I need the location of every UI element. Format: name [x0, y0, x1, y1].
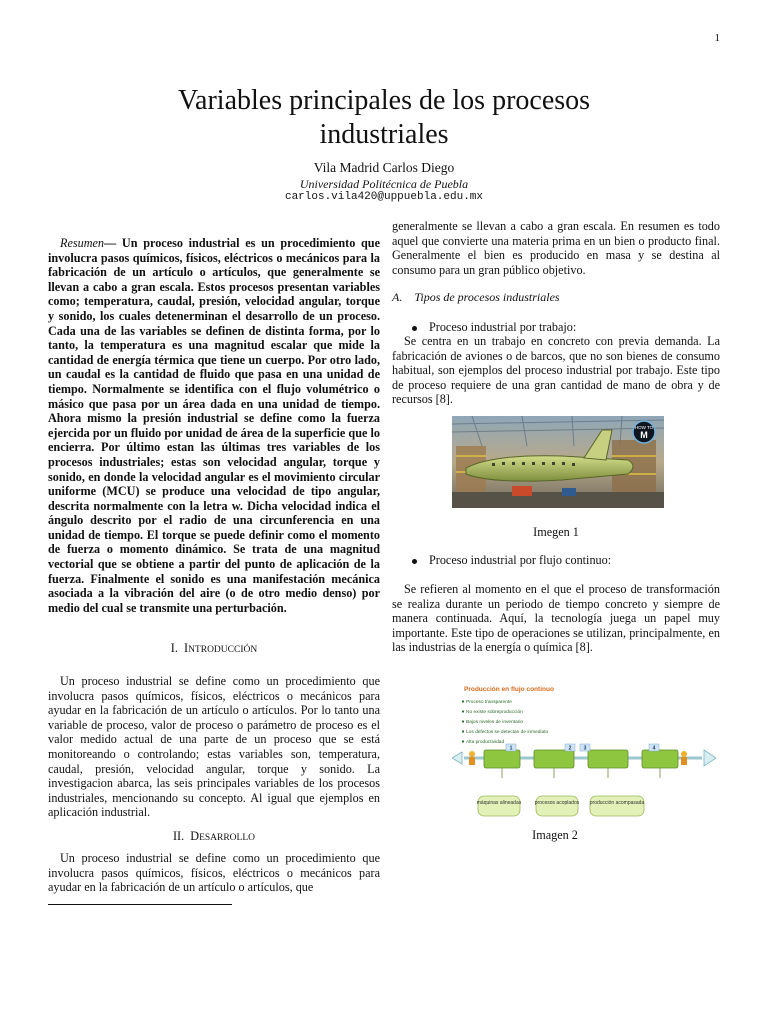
- diagram-bullet: Proceso transparente: [466, 700, 512, 705]
- step-number: 3: [583, 745, 587, 752]
- trabajo-paragraph: Se centra en un trabajo en concreto con previa demanda. La fabricación de aviones o de barcos, que no son bienes de consumo habitual, son ejemplos del proceso industrial por trabajo. Este tipo de proceso requiere de una gran cantidad de mano de obra y de recursos [8].: [392, 334, 720, 407]
- diagram-bullet: Bajos niveles de inventario: [466, 720, 524, 725]
- diagram-label: procesos acoplados: [534, 800, 580, 806]
- worker-icon: [469, 751, 475, 765]
- flow-in-arrow-icon: [452, 752, 462, 764]
- abstract-text: Un proceso industrial es un procedimiento que involucra pasos químicos, físicos, eléctricos o mecánicos para la fabricación de un artículo o artículos, que generalmente se llevan a cabo a gran escala. Estos procesos presentan variables como; temperatura, caudal, presión, velocidad angular, torque y sonido, los cuales detenerminan el desarrollo de un proceso. Cada una de las variables se definen de distinta forma, por lo tanto, la temperatura es una magnitud escalar que mide la cantidad de energía térmica que tiene un cuerpo. Por otro lado, un caudal es la cantidad de fluido que pasa en una unidad de tiempo. Normalmente se identifica con el flujo volumétrico o másico que pasa por un área dada en una unidad de tiempo. Ahora mismo la presión industrial se define como la fuerza ejercida por un fluido por unidad de área de la superficie que lo encierra. Por último estan las últimas tres variables de los procesos industriales; estas son velocidad angular, torque y sonido, en donde la velocidad angular es el movimiento circular uniforme (MCU) se produce una velocidad de tipo angular, descrita normalmente con la letra w. Dicha velocidad indica el ángulo descrito por el radio de una circunferencia en una unidad de tiempo. El torque se puede definir como el momento de fuerza o momento dinámico. Se trata de una magnitud vectorial que se obtiene a partir del punto de aplicación de la fuerza. Finalmente el sonido es una manifestación mecánica asociada a la vibración del aire (o de otro medio denso) por medio del cual se transmite una perturbación.: [48, 236, 380, 615]
- author-name: Vila Madrid Carlos Diego: [313, 160, 455, 175]
- diagram-bullet: Alta productividad: [466, 740, 505, 745]
- bullet-trabajo: [412, 320, 576, 335]
- caption-image-1: Imegen 1: [533, 525, 579, 539]
- title-line-1: Variables principales de los procesos: [177, 85, 591, 116]
- intro-paragraph: Un proceso industrial se define como un procedimiento que involucra pasos químicos, físicos, eléctricos o mecánicos para ayudar en la fabricación de un artículo o artículos. Por lo tanto una variable de proceso, valor de proceso o parámetro de proceso es el valor medido actual de una parte de un proceso que se está monitoreando o controlando; estas variables son, temperatura, caudal, presión, velocidad angular, torque y sonido. La investigacion abarca, las seis principales variables de los procesos industriales, mencionando su concepto. Al igual que ejemplos en aplicación industrial.: [48, 674, 380, 820]
- subsection-heading-a: [392, 290, 560, 305]
- bullet-text: Proceso industrial por trabajo:: [429, 320, 577, 334]
- diagram-label: máquinas alineadas: [476, 800, 522, 806]
- author-affiliation: Universidad Politécnica de Puebla: [299, 177, 469, 191]
- machine-icon: [534, 750, 574, 768]
- machine-icon: [588, 750, 628, 768]
- flow-out-arrow-icon: [704, 750, 716, 766]
- caption-image-2: Imagen 2: [532, 828, 578, 842]
- bullet-dot-icon: [412, 559, 417, 564]
- page-number: 1: [714, 32, 720, 44]
- continuous-flow-illustration: [452, 684, 716, 820]
- diagram-title: Producción en flujo continuo: [464, 686, 554, 693]
- aircraft-factory-illustration: [452, 416, 664, 508]
- diagram-bullet: No existe sobreproducción: [466, 710, 523, 715]
- section-rest: NTRODUCCIÓN: [188, 645, 258, 655]
- flujo-continuo-paragraph: Se refieren al momento en el que el proceso de transformación se realiza durante un periodo de tiempo concreto y siempre de manera continuada. Aquí, la tecnología juega un papel muy importante. Este tipo de operaciones se utilizan, principalmente, en las industrias de la energía o química [8].: [392, 582, 720, 655]
- section-rest: ESARROLLO: [199, 833, 256, 843]
- section-heading-desarrollo: [48, 829, 380, 844]
- badge-letter-text: M: [640, 430, 648, 440]
- section-first-letter: I: [184, 641, 189, 655]
- paper-title: [0, 84, 768, 152]
- bullet-flujo-continuo: [412, 553, 611, 568]
- author-email: carlos.vila420@uppuebla.edu.mx: [284, 191, 484, 203]
- step-number: 1: [509, 745, 513, 752]
- diagram-label: producción acompasada: [589, 800, 645, 806]
- abstract-label: Resumen: [60, 236, 104, 250]
- section-numeral: II.: [172, 829, 185, 843]
- bullet-text: Proceso industrial por flujo continuo:: [429, 553, 612, 567]
- footnote-rule: [48, 904, 232, 905]
- section-heading-introduccion: [48, 641, 380, 656]
- bullet-dot-icon: [412, 326, 417, 331]
- abstract-dash: —: [104, 236, 117, 250]
- desarrollo-paragraph: Un proceso industrial se define como un procedimiento que involucra pasos químicos, físicos, eléctricos o mecánicos para ayudar en la fabricación de un artículo o artículos, que: [48, 851, 380, 895]
- diagram-bullet: Los defectos se detectan de inmediato: [466, 730, 549, 735]
- step-number: 4: [652, 745, 656, 752]
- section-numeral: I.: [170, 641, 178, 655]
- worker-icon: [681, 751, 687, 765]
- aircraft-factory-image: [452, 416, 664, 508]
- badge-top-text: HOW TO: [634, 425, 654, 430]
- machine-icon: [642, 750, 678, 768]
- right-top-paragraph: generalmente se llevan a cabo a gran escala. En resumen es todo aquel que convierte una materia prima en un bien o producto final. Generalmente el bien es producido en masa y se destina al consumo para un gran público objetivo.: [392, 219, 720, 277]
- abstract: [48, 236, 380, 615]
- subsection-letter: A.: [392, 290, 403, 304]
- section-first-letter: D: [190, 829, 200, 843]
- continuous-flow-diagram: [452, 684, 716, 820]
- subsection-title: Tipos de procesos industriales: [414, 290, 560, 304]
- title-line-2: industriales: [319, 119, 449, 150]
- machine-icon: [484, 750, 520, 768]
- step-number: 2: [568, 745, 572, 752]
